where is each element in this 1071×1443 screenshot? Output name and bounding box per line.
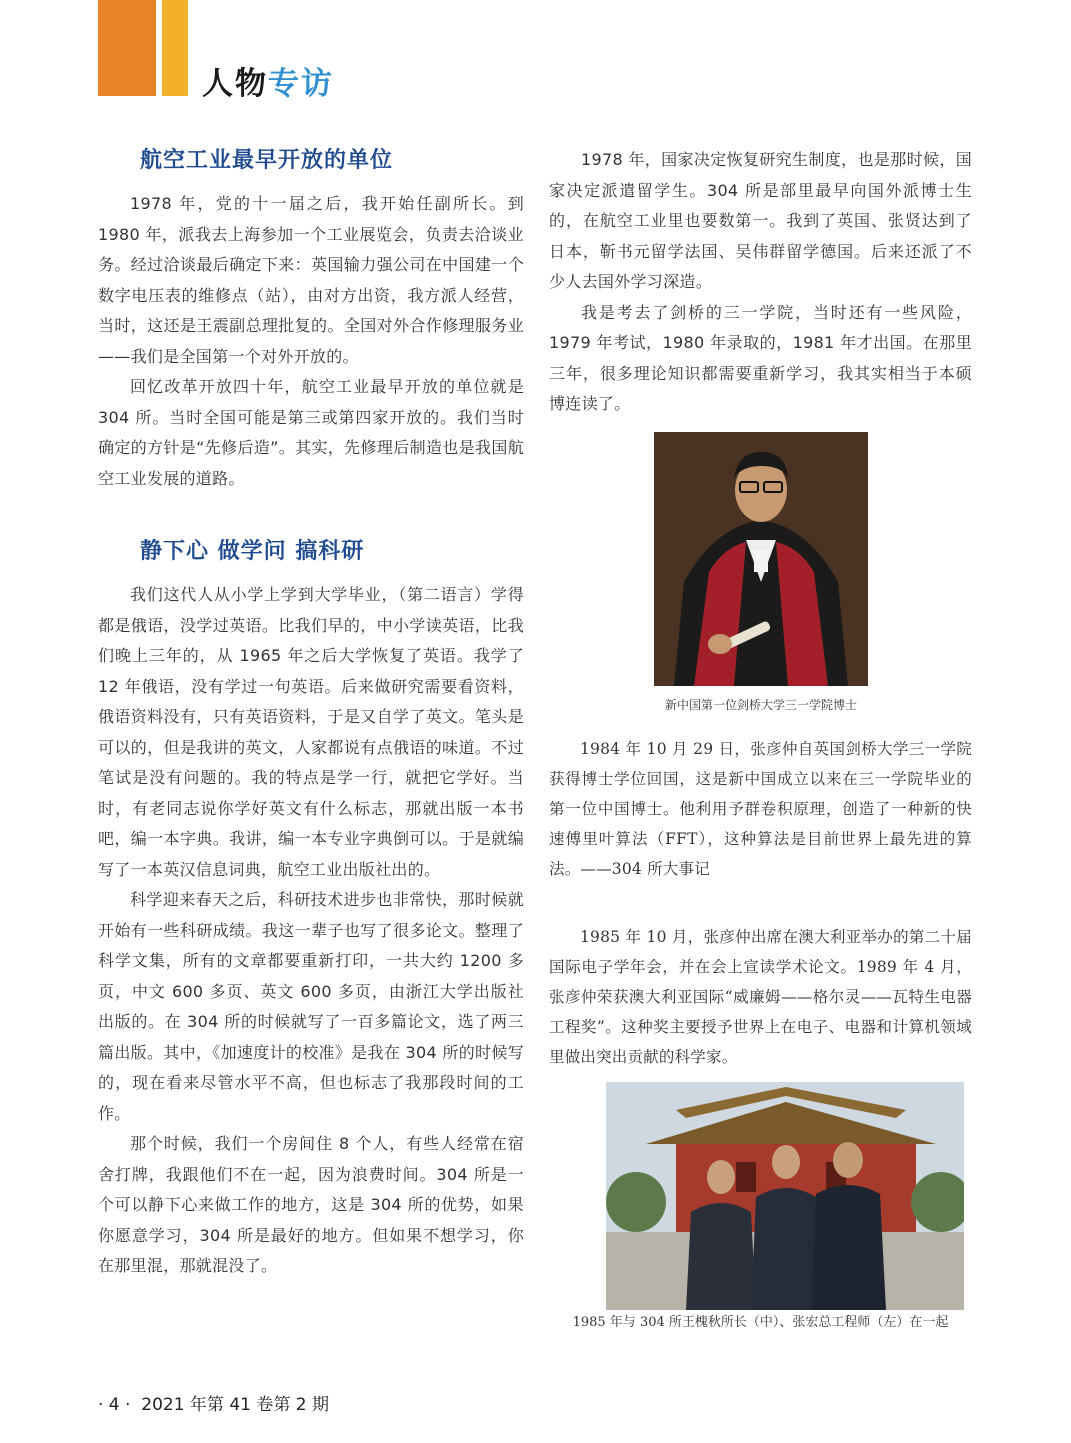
section1-heading: 航空工业最早开放的单位	[140, 148, 394, 173]
header-yellow-bar	[162, 0, 188, 96]
section2-paragraph-2: 科学迎来春天之后，科研技术进步也非常快，那时候就开始有一些科研成绩。我这一辈子也写了很多论文。整理了科学文集，所有的文章都要重新打印，一共大约 1200 多页，中文 600 多页、英文 600 多页，由浙江大学出版社出版的。在 304 所的时候就写了一百多篇论文，选了两三篇出版。其中，《加速度计的校准》是我在 304 所的时候写的，现在看来尽管水平不高，但也标志了我那段时间的工作。	[98, 890, 524, 1123]
page-number: · 4 ·	[98, 1395, 131, 1415]
group-photo	[606, 1082, 964, 1310]
portrait-caption: 新中国第一位剑桥大学三一学院博士	[664, 698, 857, 712]
portrait-illustration	[654, 432, 868, 686]
issue-info: 2021 年第 41 卷第 2 期	[141, 1395, 329, 1415]
section2-paragraph-3: 那个时候，我们一个房间住 8 个人，有些人经常在宿舍打牌，我跟他们不在一起，因为浪费时间。304 所是一个可以静下心来做工作的地方，这是 304 所的优势，如果你愿意学习，304 所是最好的地方。但如果不想学习，你在那里混，那就混没了。	[98, 1134, 524, 1275]
section-label-part1: 人物	[202, 66, 268, 102]
right-paragraph-2: 我是考去了剑桥的三一学院，当时还有一些风险，1979 年考试，1980 年录取的，1981 年才出国。在那里三年，很多理论知识都需要重新学习，我其实相当于本硕博连读了。	[549, 302, 972, 413]
section1-paragraph-1: 1978 年，党的十一届之后，我开始任副所长。到 1980 年，派我去上海参加一个工业展览会，负责去洽谈业务。经过洽谈最后确定下来：英国输力强公司在中国建一个数字电压表的维修点（站），由对方出资，我方派人经营，当时，这还是王震副总理批复的。全国对外合作修理服务业——我们是全国第一个对外开放的。	[98, 194, 524, 366]
group-photo-illustration	[606, 1082, 964, 1310]
group-photo-caption: 1985 年与 304 所王槐秋所长（中）、张宏总工程师（左）在一起	[572, 1315, 949, 1330]
section1-paragraph-2: 回忆改革开放四十年，航空工业最早开放的单位就是 304 所。当时全国可能是第三或第四家开放的。我们当时确定的方针是“先修后造”。其实，先修理后制造也是我国航空工业发展的道路。	[98, 377, 524, 488]
page-footer	[98, 1390, 329, 1415]
section2-paragraph-1: 我们这代人从小学上学到大学毕业，（第二语言）学得都是俄语，没学过英语。比我们早的，中小学读英语，比我们晚上三年的，从 1965 年之后大学恢复了英语。我学了 12 年俄语，没有学过一句英语。后来做研究需要看资料，俄语资料没有，只有英语资料，于是又自学了英文。笔头是可以的，但是我讲的英文，人家都说有点俄语的味道。不过笔试是没有问题的。我的特点是学一行，就把它学好。当时，有老同志说你学好英文有什么标志，那就出版一本书吧，编一本字典。我讲，编一本专业字典倒可以。于是就编写了一本英汉信息词典，航空工业出版社出的。	[98, 585, 524, 879]
header-orange-bar	[98, 0, 156, 96]
section-label-part2: 专访	[268, 66, 334, 102]
section2-heading: 静下心 做学问 搞科研	[140, 539, 365, 564]
portrait-photo	[654, 432, 868, 686]
chronicle-note-1985: 1985 年 10 月，张彦仲出席在澳大利亚举办的第二十届国际电子学年会，并在会上宣读学术论文。1989 年 4 月，张彦仲荣获澳大利亚国际“威廉姆——格尔灵——瓦特生电器工程奖”。这种奖主要授予世界上在电子、电器和计算机领域里做出突出贡献的科学家。	[549, 928, 972, 1066]
left-column	[98, 145, 524, 1282]
chronicle-note-1984: 1984 年 10 月 29 日，张彦仲自英国剑桥大学三一学院获得博士学位回国，这是新中国成立以来在三一学院毕业的第一位中国博士。他利用予群卷积原理，创造了一种新的快速傅里叶算法（FFT），这种算法是目前世界上最先进的算法。——304 所大事记	[549, 740, 972, 878]
section-label	[202, 58, 334, 103]
right-column	[549, 145, 972, 420]
right-paragraph-1: 1978 年，国家决定恢复研究生制度，也是那时候，国家决定派遣留学生。304 所是部里最早向国外派博士生的，在航空工业里也要数第一。我到了英国、张贤达到了日本，靳书元留学法国、吴伟群留学德国。后来还派了不少人去国外学习深造。	[549, 150, 972, 291]
